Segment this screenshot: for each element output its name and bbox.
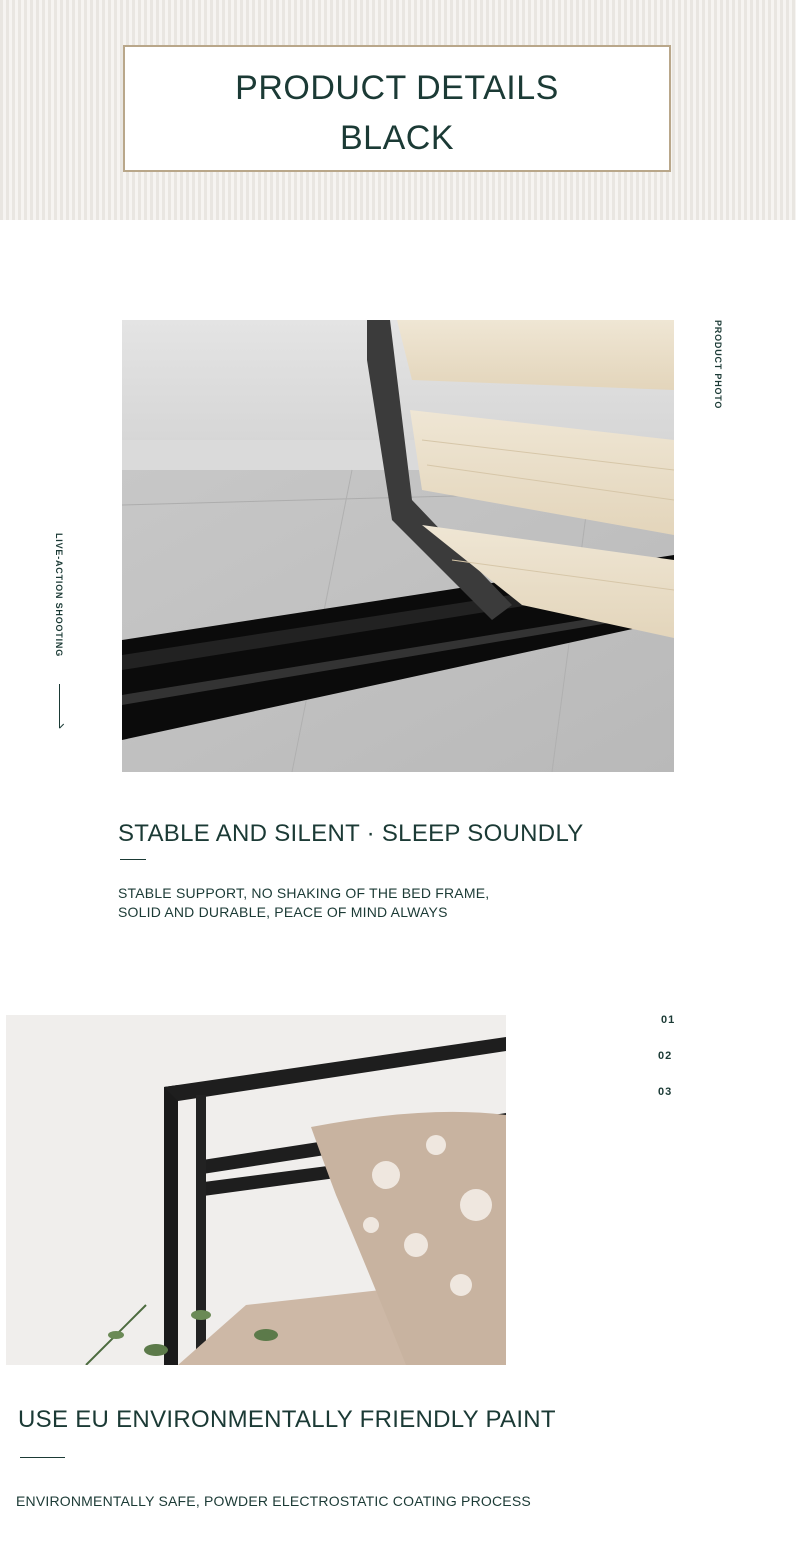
section2-description: ENVIRONMENTALLY SAFE, POWDER ELECTROSTATIC COATING PROCESS — [16, 1493, 531, 1509]
product-photo-label: PRODUCT PHOTO — [713, 320, 723, 410]
page-title: PRODUCT DETAILS — [235, 69, 559, 107]
section1-description — [118, 884, 489, 922]
slide-number-03[interactable]: 03 — [658, 1086, 673, 1098]
section1-desc-line1: STABLE SUPPORT, NO SHAKING OF THE BED FRAME, — [118, 885, 490, 901]
section1-desc-line2: SOLID AND DURABLE, PEACE OF MIND ALWAYS — [118, 904, 448, 920]
section2-heading: USE EU ENVIRONMENTALLY FRIENDLY PAINT — [18, 1406, 556, 1433]
headboard-photo — [6, 1015, 506, 1365]
title-box — [123, 45, 671, 172]
color-subtitle: BLACK — [340, 119, 454, 157]
section2-divider — [20, 1457, 65, 1458]
section1-heading: STABLE AND SILENT · SLEEP SOUNDLY — [118, 820, 584, 847]
slide-number-02[interactable]: 02 — [658, 1050, 673, 1062]
section1-divider — [120, 859, 146, 860]
arrow-tip-icon — [55, 719, 64, 728]
slat-closeup-photo — [122, 320, 674, 772]
slide-number-01[interactable]: 01 — [661, 1014, 676, 1026]
live-action-label: LIVE-ACTION SHOOTING — [54, 533, 64, 657]
